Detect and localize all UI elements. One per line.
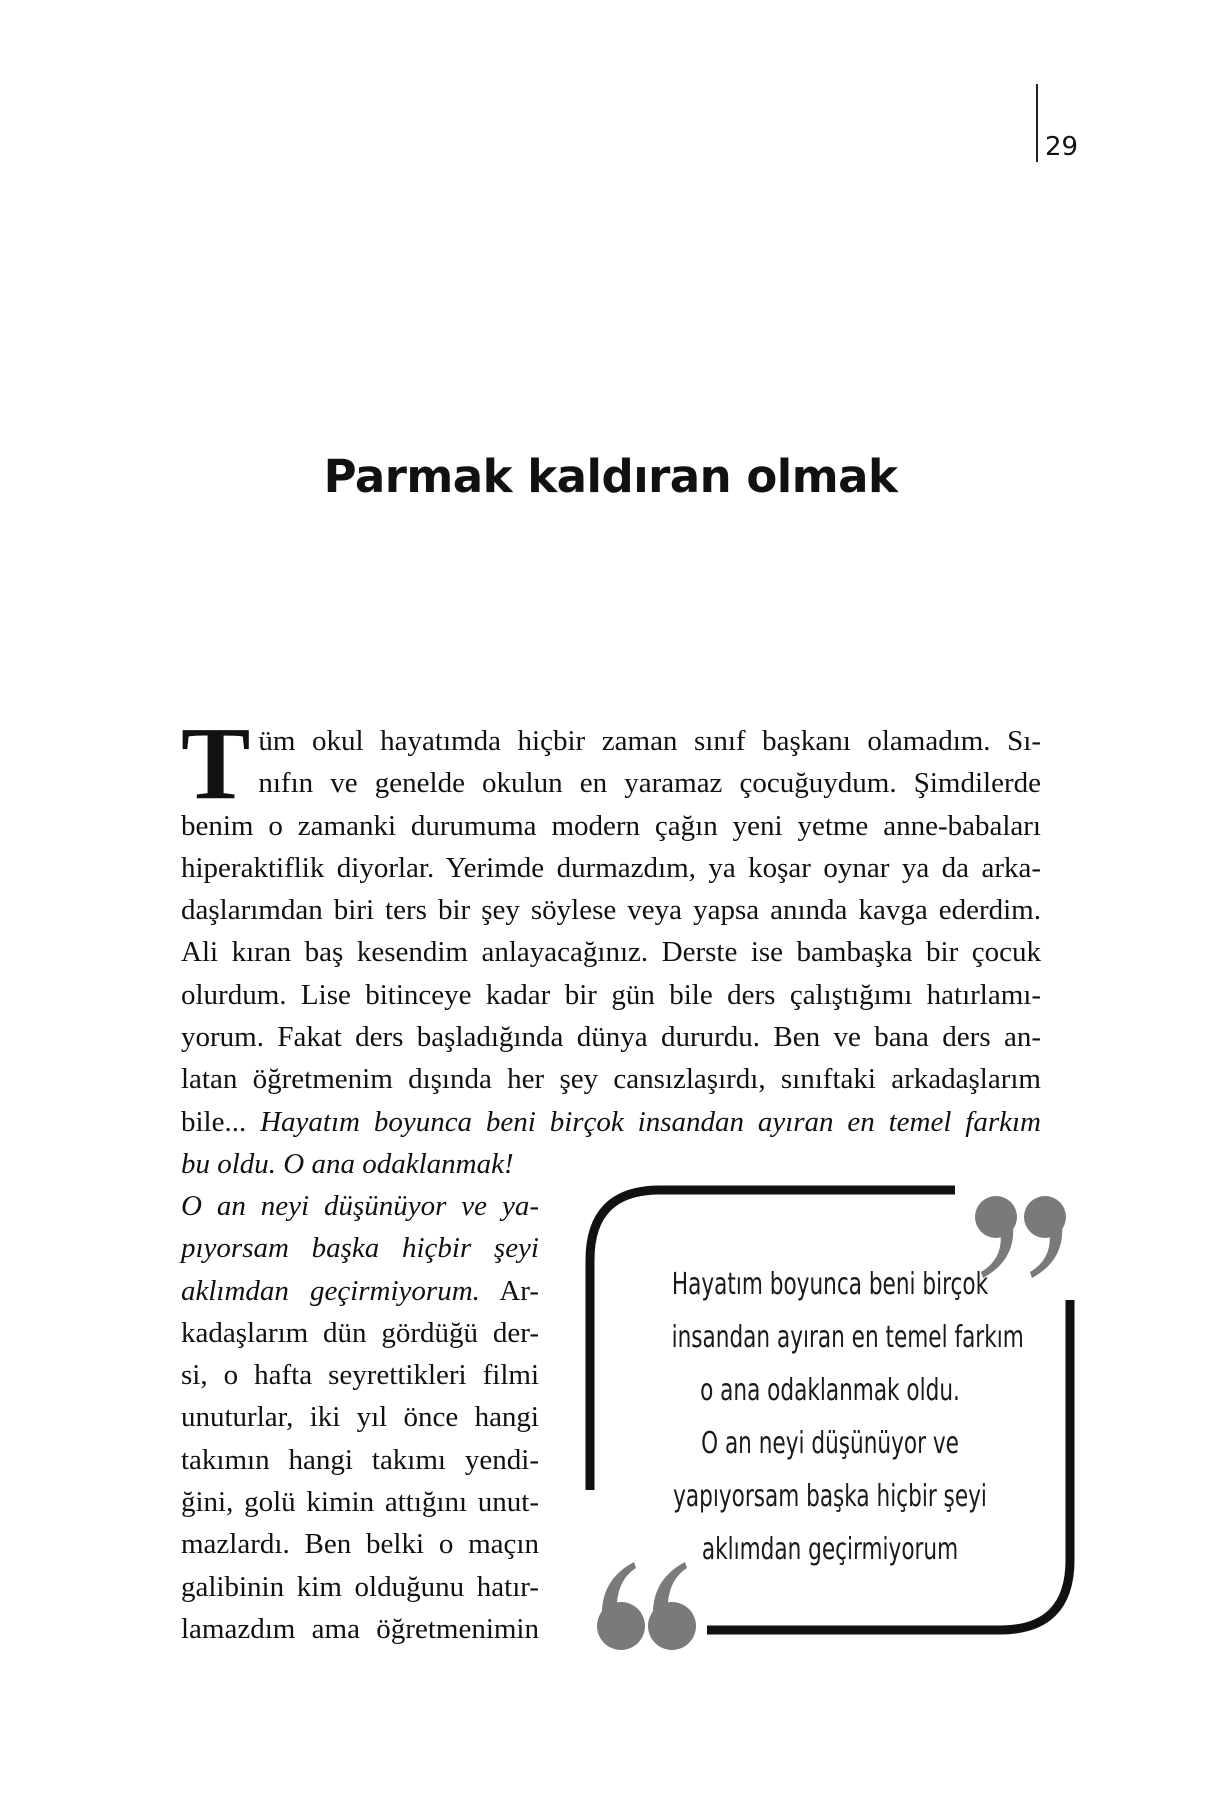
body-line-mixed [181,1101,1041,1143]
narrow-text-regular: Ar- [479,1274,539,1307]
pull-quote-line: o ana odaklanmak oldu. [700,1373,960,1408]
narrow-text-regular: ğini, golü kimin attığını unut- [181,1486,539,1519]
narrow-column-line [181,1270,539,1312]
chapter-title: Parmak kaldıran olmak [323,450,898,503]
narrow-column-line [181,1566,539,1608]
body-line: yorum. Fakat ders başladığında dünya dururdu. Ben ve bana ders an- [181,1021,1041,1054]
body-line: latan öğretmenim dışında her şey cansızlaşırdı, sınıftaki arkadaşlarım [181,1063,1041,1096]
narrow-column-line [181,1523,539,1565]
body-paragraph [181,720,1041,1185]
narrow-text-regular: unuturlar, iki yıl önce hangi [181,1401,539,1434]
narrow-column-line [181,1481,539,1523]
narrow-column-line [181,1227,539,1269]
narrow-column-line [181,1439,539,1481]
narrow-text-regular: mazlardı. Ben belki o maçın [181,1528,539,1561]
body-line: hiperaktiflik diyorlar. Yerimde durmazdım, ya koşar oynar ya da arka- [181,851,1041,884]
narrow-text-regular: kadaşlarım dün gördüğü der- [181,1316,539,1349]
body-line: nıfın ve genelde okulun en yaramaz çocuğuydum. Şimdilerde [258,767,1041,800]
narrow-text-italic: O an neyi düşünüyor ve ya- [181,1190,539,1222]
pull-quote-line: Hayatım boyunca beni birçok [671,1267,989,1302]
narrow-text-italic: aklımdan geçirmiyorum. [181,1274,480,1307]
narrow-column-line [181,1396,539,1438]
body-line: benim o zamanki durumuma modern çağın yeni yetme anne-babaları [181,809,1041,842]
pull-quote-text [671,1258,1024,1576]
narrow-column-line [181,1312,539,1354]
drop-cap-block [181,720,1041,805]
narrow-text-regular: lamazdım ama öğretmenimin [181,1612,539,1645]
drop-cap: T [181,720,251,805]
narrow-column-line [181,1608,539,1650]
body-line: daşlarımdan biri ters bir şey söylese veya yapsa anında kavga ederdim. [181,894,1041,927]
page-number: 29 [1045,132,1079,162]
pull-quote-line: insandan ayıran en temel farkım [671,1320,1024,1355]
narrow-column-line [181,1185,539,1227]
narrow-column [181,1185,539,1650]
pull-quote-line: yapıyorsam başka hiçbir şeyi [673,1479,987,1514]
body-line: Ali kıran baş kesendim anlayacağınız. Derste ise bambaşka bir çocuk [181,936,1041,969]
narrow-text-regular: si, o hafta seyrettikleri filmi [181,1359,539,1392]
body-text-regular: bile... [181,1105,261,1138]
narrow-column-line [181,1354,539,1396]
body-line-italic: bu oldu. O ana odaklanmak! [181,1147,514,1180]
narrow-text-regular: galibinin kim olduğunu hatır- [181,1570,539,1603]
body-line: üm okul hayatımda hiçbir zaman sınıf başkanı olamadım. Sı- [258,725,1041,757]
page-number-rule [1036,84,1038,162]
pull-quote-line: aklımdan geçirmiyorum [701,1532,959,1567]
closing-quote-icon [975,1196,1066,1278]
body-text-italic: Hayatım boyunca beni birçok insandan ayıran en temel farkım [260,1105,1041,1138]
body-line: olurdum. Lise bitinceye kadar bir gün bile ders çalıştığımı hatırlamı- [181,978,1041,1011]
narrow-text-regular: takımın hangi takımı yendi- [181,1443,539,1476]
pull-quote-line: O an neyi düşünüyor ve [701,1426,959,1461]
narrow-text-italic: pıyorsam başka hiçbir şeyi [181,1232,539,1265]
